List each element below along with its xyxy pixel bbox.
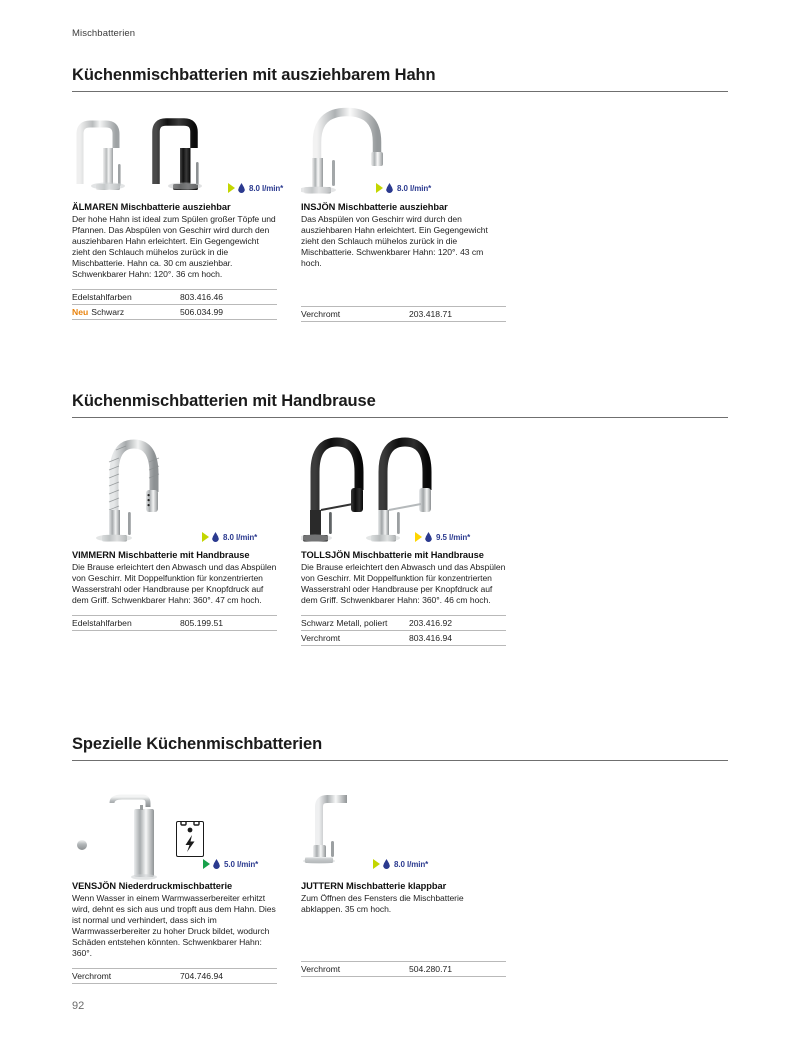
water-drop-icon	[386, 183, 393, 193]
product-image-tollsjon	[301, 432, 506, 550]
page-number: 92	[72, 1000, 85, 1012]
product-image-almaren	[72, 102, 284, 202]
variant-article-number: 803.416.46	[180, 292, 224, 302]
variant-label: Verchromt	[301, 309, 341, 319]
flow-rate-value: 8.0 l/min*	[394, 859, 429, 869]
water-drop-icon	[425, 532, 432, 542]
variant-label: Verchromt	[301, 964, 341, 974]
product-card-insjon[interactable]	[301, 102, 506, 322]
product-description: Wenn Wasser in einem Warmwasserbereiter erhitzt wird, dehnt es sich aus und tropft aus dem Hahn. Dies ist normal und verhindert, dass sich im Warmwasserbereiter zu hoher Druck bildet, wodurch Schäden entstehen könnten. Schwenkbarer Hahn: 360°.	[72, 893, 276, 958]
section-divider	[72, 91, 728, 92]
product-card-vensjon[interactable]	[72, 785, 277, 984]
variant-row[interactable]	[301, 615, 506, 631]
product-grid	[72, 102, 728, 322]
section-title: Küchenmischbatterien mit ausziehbarem Hahn	[72, 66, 436, 84]
variant-label: Edelstahlfarben	[72, 292, 132, 302]
variant-row[interactable]	[301, 631, 506, 646]
variant-table	[301, 306, 506, 322]
variant-article-number: 504.280.71	[409, 964, 453, 974]
product-image-juttern	[301, 785, 506, 881]
section-handspray-faucets	[72, 392, 728, 646]
variant-label: Verchromt	[72, 971, 112, 981]
variant-article-number: 704.746.94	[180, 971, 224, 981]
product-name: VIMMERN Mischbatterie mit Handbrause	[72, 550, 250, 560]
variant-table	[72, 968, 277, 984]
variant-row[interactable]	[72, 289, 277, 305]
product-card-tollsjon[interactable]	[301, 432, 506, 646]
product-image-vimmern	[72, 432, 277, 550]
variant-article-number: 803.416.94	[409, 633, 453, 644]
section-divider	[72, 760, 728, 761]
variant-label: Schwarz Metall, poliert	[301, 618, 388, 628]
product-description: Das Abspülen von Geschirr wird durch den ausziehbaren Hahn erleichtert. Ein Gegengewicht zieht den Schlauch mühelos zurück in die Mischbatterie. Schwenkbarer Hahn: 120°. 43 cm hoch.	[301, 214, 488, 268]
flow-rate-badge	[202, 532, 257, 542]
flow-rate-value: 8.0 l/min*	[249, 183, 284, 193]
flow-marker-icon	[203, 859, 210, 869]
variant-label: Verchromt	[301, 633, 341, 644]
section-divider	[72, 417, 728, 418]
flow-marker-icon	[373, 859, 380, 869]
product-name: INSJÖN Mischbatterie ausziehbar	[301, 202, 448, 212]
product-name: JUTTERN Mischbatterie klappbar	[301, 881, 447, 891]
variant-table	[72, 289, 277, 320]
section-special-faucets	[72, 735, 728, 984]
product-description: Die Brause erleichtert den Abwasch und das Abspülen von Geschirr. Mit Doppelfunktion für konzentrierten Wasserstrahl oder Handbrause per Knopfdruck auf dem Griff. Schwenkbarer Hahn: 360°. 46 cm hoch.	[301, 562, 506, 605]
product-description: Der hohe Hahn ist ideal zum Spülen großer Töpfe und Pfannen. Das Abspülen von Geschirr wird durch den ausziehbaren Hahn erleichtert. Ein Gegengewicht zieht den Schlauch mühelos zurück in die Mischbatterie. Hahn ca. 30 cm ausziehbar. Schwenkbarer Hahn: 120°. 36 cm hoch.	[72, 214, 276, 279]
variant-table	[301, 961, 506, 977]
variant-table	[301, 615, 506, 646]
flow-marker-icon	[202, 532, 209, 542]
product-card-vimmern[interactable]	[72, 432, 277, 646]
flow-rate-value: 9.5 l/min*	[436, 532, 471, 542]
flow-rate-value: 5.0 l/min*	[224, 859, 259, 869]
variant-article-number: 203.416.92	[409, 618, 453, 628]
variant-article-number: 203.418.71	[409, 309, 453, 319]
new-badge: Neu	[72, 307, 89, 318]
product-name: ÄLMAREN Mischbatterie ausziehbar	[72, 202, 231, 212]
variant-row[interactable]	[72, 615, 277, 631]
flow-rate-badge	[228, 183, 283, 193]
variant-table	[72, 615, 277, 631]
product-grid	[72, 432, 728, 646]
product-image-insjon	[301, 102, 506, 202]
flow-rate-badge	[203, 859, 258, 869]
product-card-juttern[interactable]	[301, 785, 506, 984]
flow-rate-value: 8.0 l/min*	[397, 183, 432, 193]
running-header: Mischbatterien	[72, 28, 136, 39]
variant-row[interactable]	[301, 961, 506, 977]
flow-marker-icon	[228, 183, 235, 193]
variant-label: Edelstahlfarben	[72, 618, 132, 628]
flow-marker-icon	[415, 532, 422, 542]
variant-row[interactable]	[72, 968, 277, 984]
variant-article-number: 805.199.51	[180, 618, 224, 628]
flow-marker-icon	[376, 183, 383, 193]
variant-label-text: Schwarz	[91, 307, 125, 318]
water-drop-icon	[213, 859, 220, 869]
flow-rate-value: 8.0 l/min*	[223, 532, 258, 542]
flow-rate-badge	[376, 183, 431, 193]
variant-row[interactable]	[72, 305, 277, 320]
section-title: Küchenmischbatterien mit Handbrause	[72, 392, 376, 410]
product-image-vensjon	[72, 785, 277, 881]
section-title: Spezielle Küchenmischbatterien	[72, 735, 323, 753]
product-grid	[72, 785, 728, 984]
product-description: Die Brause erleichtert den Abwasch und das Abspülen von Geschirr. Mit Doppelfunktion für konzentrierten Wasserstrahl oder Handbrause per Knopfdruck auf dem Griff. Schwenkbarer Hahn: 360°. 47 cm hoch.	[72, 562, 277, 605]
product-card-almaren[interactable]	[72, 102, 284, 322]
product-name: VENSJÖN Niederdruckmischbatterie	[72, 881, 233, 891]
flow-rate-badge	[373, 859, 428, 869]
product-name: TOLLSJÖN Mischbatterie mit Handbrause	[301, 550, 484, 560]
water-drop-icon	[383, 859, 390, 869]
low-pressure-boiler-icon	[176, 821, 204, 857]
section-pullout-faucets	[72, 66, 728, 322]
water-drop-icon	[212, 532, 219, 542]
product-description: Zum Öffnen des Fensters die Mischbatterie abklappen. 35 cm hoch.	[301, 893, 464, 914]
variant-article-number: 506.034.99	[180, 307, 224, 318]
variant-label	[72, 307, 180, 318]
water-drop-icon	[238, 183, 245, 193]
variant-row[interactable]	[301, 306, 506, 322]
flow-rate-badge	[415, 532, 470, 542]
